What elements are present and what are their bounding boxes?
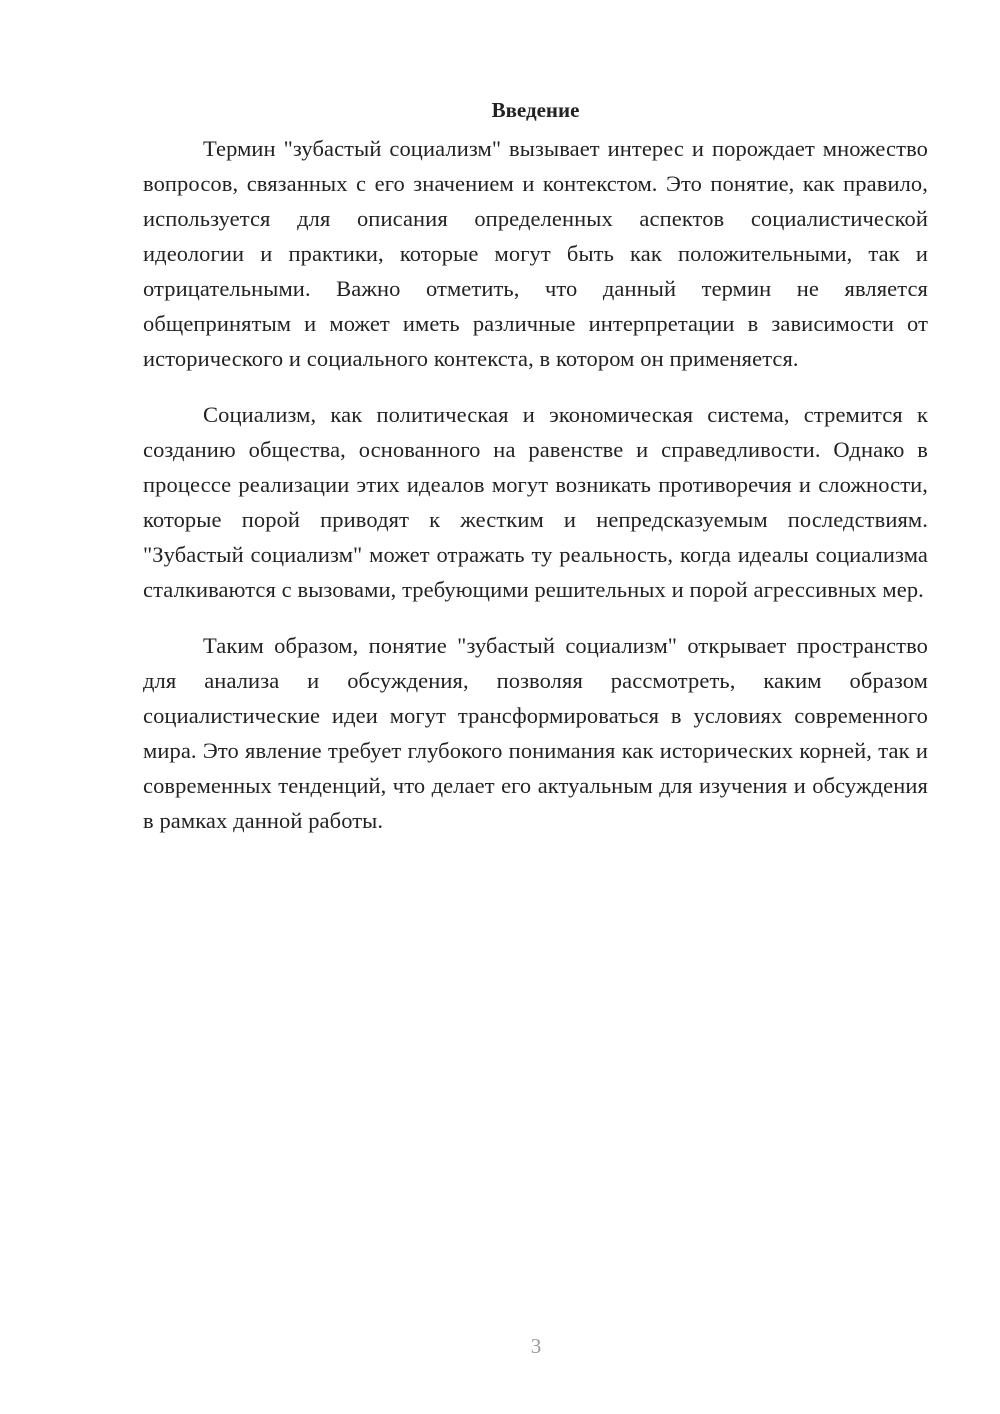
paragraph-3: Таким образом, понятие "зубастый социализм" открывает пространство для анализа и обсуждения, позволяя рассмотреть, каким образом социалистические идеи могут трансформироваться в условиях современного мира. Это явление требует глубокого понимания как исторических корней, так и современных тенденций, что делает его актуальным для изучения и обсуждения в рамках данной работы. <box>143 633 928 833</box>
paragraph-1: Термин "зубастый социализм" вызывает интерес и порождает множество вопросов, связанных с его значением и контекстом. Это понятие, как правило, используется для описания определенных аспектов социалистической идеологии и практики, которые могут быть как положительными, так и отрицательными. Важно отметить, что данный термин не является общепринятым и может иметь различные интерпретации в зависимости от исторического и социального контекста, в котором он применяется. <box>143 136 928 371</box>
section-title: Введение <box>491 98 580 122</box>
document-page <box>143 95 928 859</box>
page-number: 3 <box>530 1334 542 1358</box>
paragraph-2: Социализм, как политическая и экономическая система, стремится к созданию общества, основанного на равенстве и справедливости. Однако в процессе реализации этих идеалов могут возникать противоречия и сложности, которые порой приводят к жестким и непредсказуемым последствиям. "Зубастый социализм" может отражать ту реальность, когда идеалы социализма сталкиваются с вызовами, требующими решительных и порой агрессивных мер. <box>143 402 928 602</box>
